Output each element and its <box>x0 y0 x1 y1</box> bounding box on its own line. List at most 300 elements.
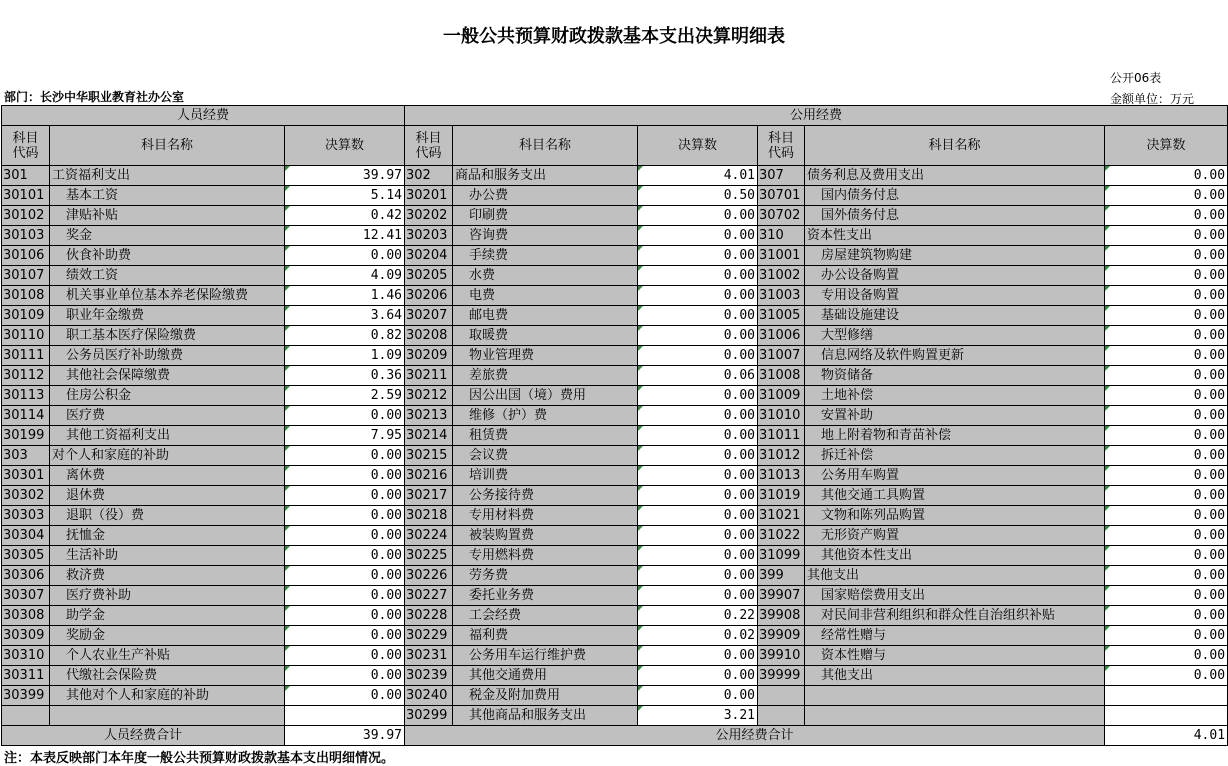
subject-code: 30299 <box>405 706 453 726</box>
amount-value: 0.00 <box>1105 266 1228 286</box>
empty-cell <box>50 706 285 726</box>
amount-value: 1.09 <box>285 346 405 366</box>
subject-name: 奖金 <box>50 226 285 246</box>
expenditure-table <box>1 105 1228 746</box>
public-total-label: 公用经费合计 <box>405 726 1105 746</box>
subject-code: 31022 <box>758 526 805 546</box>
empty-cell <box>805 706 1105 726</box>
subject-name: 电费 <box>453 286 638 306</box>
table-row <box>2 446 1228 466</box>
subject-code: 30111 <box>2 346 50 366</box>
col-code-header: 科目 代码 <box>2 126 50 166</box>
subject-code: 30231 <box>405 646 453 666</box>
subject-name: 信息网络及软件购置更新 <box>805 346 1105 366</box>
subject-name: 代缴社会保险费 <box>50 666 285 686</box>
amount-value: 0.00 <box>1105 586 1228 606</box>
subject-code: 30114 <box>2 406 50 426</box>
subject-code: 30306 <box>2 566 50 586</box>
table-row <box>2 426 1228 446</box>
subject-name: 公务员医疗补助缴费 <box>50 346 285 366</box>
subject-code: 31007 <box>758 346 805 366</box>
subject-code: 303 <box>2 446 50 466</box>
subject-code: 30302 <box>2 486 50 506</box>
table-row <box>2 606 1228 626</box>
subject-name: 因公出国（境）费用 <box>453 386 638 406</box>
amount-value: 0.00 <box>1105 326 1228 346</box>
table-row <box>2 466 1228 486</box>
amount-unit: 金额单位：万元 <box>1110 92 1195 106</box>
amount-value: 0.00 <box>638 306 758 326</box>
subject-code: 30107 <box>2 266 50 286</box>
col-amount-header: 决算数 <box>285 126 405 166</box>
subject-name: 资本性赠与 <box>805 646 1105 666</box>
subject-code: 30308 <box>2 606 50 626</box>
amount-value: 0.00 <box>638 646 758 666</box>
subject-name: 印刷费 <box>453 206 638 226</box>
department-label: 部门：长沙中华职业教育社办公室 <box>4 90 185 104</box>
subject-code: 30310 <box>2 646 50 666</box>
col-amount-header: 决算数 <box>1105 126 1228 166</box>
table-row <box>2 366 1228 386</box>
subject-code: 30209 <box>405 346 453 366</box>
amount-value: 4.01 <box>638 166 758 186</box>
table-row <box>2 586 1228 606</box>
amount-value: 0.02 <box>638 626 758 646</box>
subject-name: 会议费 <box>453 446 638 466</box>
table-row <box>2 286 1228 306</box>
empty-cell <box>758 706 805 726</box>
subject-name: 其他交通工具购置 <box>805 486 1105 506</box>
subject-code: 30224 <box>405 526 453 546</box>
subject-name: 办公设备购置 <box>805 266 1105 286</box>
subject-code: 30106 <box>2 246 50 266</box>
table-row <box>2 386 1228 406</box>
table-row <box>2 346 1228 366</box>
subject-name: 地上附着物和青苗补偿 <box>805 426 1105 446</box>
subject-code: 30227 <box>405 586 453 606</box>
table-row <box>2 646 1228 666</box>
amount-value: 0.00 <box>638 406 758 426</box>
amount-value: 0.00 <box>285 546 405 566</box>
footnote: 注：本表反映部门本年度一般公共预算财政拨款基本支出明细情况。 <box>4 751 395 766</box>
personnel-header: 人员经费 <box>2 106 405 126</box>
amount-value: 0.00 <box>1105 526 1228 546</box>
subject-code: 30217 <box>405 486 453 506</box>
subject-name: 其他资本性支出 <box>805 546 1105 566</box>
amount-value: 0.00 <box>1105 246 1228 266</box>
subject-name: 退休费 <box>50 486 285 506</box>
amount-value: 0.00 <box>638 326 758 346</box>
subject-code: 30203 <box>405 226 453 246</box>
subject-name: 邮电费 <box>453 306 638 326</box>
subject-name: 其他社会保障缴费 <box>50 366 285 386</box>
amount-value: 0.00 <box>638 546 758 566</box>
subject-code: 30110 <box>2 326 50 346</box>
subject-name: 土地补偿 <box>805 386 1105 406</box>
subject-code: 30304 <box>2 526 50 546</box>
amount-value: 39.97 <box>285 166 405 186</box>
subject-code: 30103 <box>2 226 50 246</box>
amount-value: 0.00 <box>638 226 758 246</box>
subject-code: 30309 <box>2 626 50 646</box>
subject-name: 维修（护）费 <box>453 406 638 426</box>
amount-value: 0.00 <box>285 406 405 426</box>
amount-value: 0.00 <box>1105 346 1228 366</box>
subject-code: 31006 <box>758 326 805 346</box>
subject-code: 30311 <box>2 666 50 686</box>
subject-name: 培训费 <box>453 466 638 486</box>
subject-code: 39910 <box>758 646 805 666</box>
subject-code: 30112 <box>2 366 50 386</box>
amount-value: 0.00 <box>285 446 405 466</box>
amount-value: 0.00 <box>1105 306 1228 326</box>
subject-name: 个人农业生产补贴 <box>50 646 285 666</box>
subject-code: 30216 <box>405 466 453 486</box>
subject-name: 退职（役）费 <box>50 506 285 526</box>
subject-code: 30211 <box>405 366 453 386</box>
subject-name: 资本性支出 <box>805 226 1105 246</box>
subject-name: 对个人和家庭的补助 <box>50 446 285 466</box>
table-row <box>2 226 1228 246</box>
subject-code: 31005 <box>758 306 805 326</box>
subject-code: 30214 <box>405 426 453 446</box>
subject-name: 手续费 <box>453 246 638 266</box>
subject-name: 专用设备购置 <box>805 286 1105 306</box>
subject-name: 国家赔偿费用支出 <box>805 586 1105 606</box>
subject-code: 31003 <box>758 286 805 306</box>
subject-code: 31010 <box>758 406 805 426</box>
amount-value: 0.00 <box>638 506 758 526</box>
amount-value: 0.00 <box>285 586 405 606</box>
amount-value: 0.50 <box>638 186 758 206</box>
amount-value: 0.00 <box>638 446 758 466</box>
subject-name: 税金及附加费用 <box>453 686 638 706</box>
subject-code: 30239 <box>405 666 453 686</box>
empty-cell <box>805 686 1105 706</box>
table-row <box>2 506 1228 526</box>
subject-code: 30113 <box>2 386 50 406</box>
amount-value: 0.00 <box>1105 426 1228 446</box>
subject-name: 拆迁补偿 <box>805 446 1105 466</box>
subject-code: 30205 <box>405 266 453 286</box>
subject-name: 医疗费 <box>50 406 285 426</box>
amount-value: 0.00 <box>638 566 758 586</box>
amount-value: 0.00 <box>1105 186 1228 206</box>
amount-value: 0.00 <box>638 686 758 706</box>
subject-code: 310 <box>758 226 805 246</box>
subject-name: 公务接待费 <box>453 486 638 506</box>
subject-name: 债务利息及费用支出 <box>805 166 1105 186</box>
subject-name: 对民间非营利组织和群众性自治组织补贴 <box>805 606 1105 626</box>
amount-value: 0.00 <box>638 286 758 306</box>
subject-code: 30207 <box>405 306 453 326</box>
subject-name: 生活补助 <box>50 546 285 566</box>
subject-name: 文物和陈列品购置 <box>805 506 1105 526</box>
amount-value: 1.46 <box>285 286 405 306</box>
col-name-header: 科目名称 <box>453 126 638 166</box>
subject-code: 30399 <box>2 686 50 706</box>
subject-code: 30208 <box>405 326 453 346</box>
amount-value: 0.00 <box>285 686 405 706</box>
table-row <box>2 486 1228 506</box>
subject-code: 31001 <box>758 246 805 266</box>
amount-value: 0.00 <box>285 466 405 486</box>
col-name-header: 科目名称 <box>805 126 1105 166</box>
table-row <box>2 406 1228 426</box>
subject-code: 30307 <box>2 586 50 606</box>
subject-code: 30212 <box>405 386 453 406</box>
subject-code: 301 <box>2 166 50 186</box>
subject-code: 39908 <box>758 606 805 626</box>
subject-code: 30201 <box>405 186 453 206</box>
subject-code: 31019 <box>758 486 805 506</box>
subject-code: 30108 <box>2 286 50 306</box>
subject-code: 39909 <box>758 626 805 646</box>
amount-value: 0.00 <box>1105 166 1228 186</box>
subject-name: 其他交通费用 <box>453 666 638 686</box>
subject-name: 基础设施建设 <box>805 306 1105 326</box>
amount-value: 0.00 <box>1105 366 1228 386</box>
subject-code: 31012 <box>758 446 805 466</box>
subject-name: 物资储备 <box>805 366 1105 386</box>
subject-name: 工会经费 <box>453 606 638 626</box>
personnel-total-label: 人员经费合计 <box>2 726 285 746</box>
subject-name: 公务用车购置 <box>805 466 1105 486</box>
amount-value: 0.22 <box>638 606 758 626</box>
subject-code: 30199 <box>2 426 50 446</box>
subject-name: 其他支出 <box>805 666 1105 686</box>
amount-value: 0.00 <box>1105 206 1228 226</box>
amount-value: 0.00 <box>1105 506 1228 526</box>
table-row <box>2 686 1228 706</box>
subject-name: 津贴补贴 <box>50 206 285 226</box>
subject-name: 公务用车运行维护费 <box>453 646 638 666</box>
amount-value: 0.00 <box>638 486 758 506</box>
amount-value: 4.09 <box>285 266 405 286</box>
subject-code: 30240 <box>405 686 453 706</box>
table-row <box>2 546 1228 566</box>
amount-value: 0.00 <box>285 626 405 646</box>
subject-code: 30202 <box>405 206 453 226</box>
subject-name: 劳务费 <box>453 566 638 586</box>
amount-value: 0.00 <box>285 666 405 686</box>
subject-code: 31008 <box>758 366 805 386</box>
subject-name: 商品和服务支出 <box>453 166 638 186</box>
amount-value: 0.00 <box>285 566 405 586</box>
subject-name: 绩效工资 <box>50 266 285 286</box>
amount-value: 0.00 <box>1105 286 1228 306</box>
personnel-total-value: 39.97 <box>285 726 405 746</box>
public-header: 公用经费 <box>405 106 1228 126</box>
amount-value: 0.00 <box>285 486 405 506</box>
amount-value: 0.00 <box>638 526 758 546</box>
amount-value: 0.00 <box>638 666 758 686</box>
amount-value: 0.42 <box>285 206 405 226</box>
amount-value: 12.41 <box>285 226 405 246</box>
subject-name: 伙食补助费 <box>50 246 285 266</box>
amount-value: 0.00 <box>1105 626 1228 646</box>
table-row <box>2 186 1228 206</box>
subject-code: 30303 <box>2 506 50 526</box>
empty-cell <box>1105 686 1228 706</box>
subject-code: 30206 <box>405 286 453 306</box>
table-row <box>2 166 1228 186</box>
subject-name: 医疗费补助 <box>50 586 285 606</box>
subject-name: 委托业务费 <box>453 586 638 606</box>
amount-value: 0.00 <box>1105 546 1228 566</box>
subject-name: 物业管理费 <box>453 346 638 366</box>
amount-value: 0.00 <box>1105 646 1228 666</box>
subject-code: 30701 <box>758 186 805 206</box>
amount-value: 2.59 <box>285 386 405 406</box>
subject-name: 助学金 <box>50 606 285 626</box>
amount-value: 0.00 <box>1105 606 1228 626</box>
subject-name: 差旅费 <box>453 366 638 386</box>
subject-name: 大型修缮 <box>805 326 1105 346</box>
amount-value: 0.00 <box>638 266 758 286</box>
table-row <box>2 206 1228 226</box>
amount-value: 0.00 <box>638 206 758 226</box>
amount-value: 0.00 <box>285 526 405 546</box>
amount-value: 0.00 <box>1105 226 1228 246</box>
subject-name: 咨询费 <box>453 226 638 246</box>
subject-name: 房屋建筑物购建 <box>805 246 1105 266</box>
amount-value: 0.00 <box>1105 466 1228 486</box>
table-row <box>2 706 1228 726</box>
amount-value: 0.36 <box>285 366 405 386</box>
table-row <box>2 626 1228 646</box>
subject-code: 30218 <box>405 506 453 526</box>
subject-code: 31011 <box>758 426 805 446</box>
subject-code: 30213 <box>405 406 453 426</box>
table-row <box>2 666 1228 686</box>
subject-name: 基本工资 <box>50 186 285 206</box>
subject-name: 机关事业单位基本养老保险缴费 <box>50 286 285 306</box>
amount-value: 0.82 <box>285 326 405 346</box>
subject-code: 30215 <box>405 446 453 466</box>
subject-name: 其他工资福利支出 <box>50 426 285 446</box>
empty-cell <box>2 706 50 726</box>
subject-name: 取暖费 <box>453 326 638 346</box>
amount-value: 0.00 <box>638 426 758 446</box>
amount-value: 0.00 <box>638 586 758 606</box>
table-row <box>2 526 1228 546</box>
table-row <box>2 566 1228 586</box>
subject-name: 其他支出 <box>805 566 1105 586</box>
subject-code: 31099 <box>758 546 805 566</box>
report-title: 一般公共预算财政拨款基本支出决算明细表 <box>443 26 785 47</box>
subject-name: 奖励金 <box>50 626 285 646</box>
amount-value: 0.00 <box>1105 406 1228 426</box>
subject-name: 职工基本医疗保险缴费 <box>50 326 285 346</box>
subject-name: 福利费 <box>453 626 638 646</box>
amount-value: 7.95 <box>285 426 405 446</box>
amount-value: 0.00 <box>638 386 758 406</box>
amount-value: 0.06 <box>638 366 758 386</box>
amount-value: 0.00 <box>638 466 758 486</box>
col-amount-header: 决算数 <box>638 126 758 166</box>
subject-name: 抚恤金 <box>50 526 285 546</box>
subject-code: 399 <box>758 566 805 586</box>
subject-code: 39907 <box>758 586 805 606</box>
subject-name: 被装购置费 <box>453 526 638 546</box>
subject-name: 专用材料费 <box>453 506 638 526</box>
subject-code: 31021 <box>758 506 805 526</box>
public-total-value: 4.01 <box>1105 726 1228 746</box>
amount-value: 0.00 <box>285 246 405 266</box>
subject-code: 30225 <box>405 546 453 566</box>
subject-name: 其他对个人和家庭的补助 <box>50 686 285 706</box>
subject-code: 31002 <box>758 266 805 286</box>
amount-value: 0.00 <box>1105 486 1228 506</box>
subject-code: 30109 <box>2 306 50 326</box>
subject-code: 30305 <box>2 546 50 566</box>
subject-code: 30204 <box>405 246 453 266</box>
subject-code: 30702 <box>758 206 805 226</box>
col-name-header: 科目名称 <box>50 126 285 166</box>
subject-name: 离休费 <box>50 466 285 486</box>
subject-code: 30228 <box>405 606 453 626</box>
subject-code: 30101 <box>2 186 50 206</box>
subject-code: 307 <box>758 166 805 186</box>
subject-name: 专用燃料费 <box>453 546 638 566</box>
subject-name: 住房公积金 <box>50 386 285 406</box>
subject-code: 30301 <box>2 466 50 486</box>
subject-code: 31009 <box>758 386 805 406</box>
empty-cell <box>285 706 405 726</box>
amount-value: 0.00 <box>285 506 405 526</box>
subject-code: 302 <box>405 166 453 186</box>
amount-value: 0.00 <box>285 646 405 666</box>
subject-name: 办公费 <box>453 186 638 206</box>
table-row <box>2 266 1228 286</box>
amount-value: 5.14 <box>285 186 405 206</box>
col-code-header: 科目 代码 <box>758 126 805 166</box>
empty-cell <box>758 686 805 706</box>
subject-name: 水费 <box>453 266 638 286</box>
subject-name: 职业年金缴费 <box>50 306 285 326</box>
empty-cell <box>1105 706 1228 726</box>
subject-name: 国内债务付息 <box>805 186 1105 206</box>
subject-name: 安置补助 <box>805 406 1105 426</box>
amount-value: 3.64 <box>285 306 405 326</box>
amount-value: 0.00 <box>638 246 758 266</box>
table-row <box>2 326 1228 346</box>
amount-value: 0.00 <box>1105 446 1228 466</box>
amount-value: 0.00 <box>638 346 758 366</box>
amount-value: 0.00 <box>1105 666 1228 686</box>
subject-code: 30102 <box>2 206 50 226</box>
subject-code: 31013 <box>758 466 805 486</box>
subject-name: 救济费 <box>50 566 285 586</box>
subject-name: 无形资产购置 <box>805 526 1105 546</box>
amount-value: 0.00 <box>1105 566 1228 586</box>
subject-name: 国外债务付息 <box>805 206 1105 226</box>
subject-name: 工资福利支出 <box>50 166 285 186</box>
table-row <box>2 246 1228 266</box>
subject-code: 30229 <box>405 626 453 646</box>
subject-name: 租赁费 <box>453 426 638 446</box>
table-row <box>2 306 1228 326</box>
subject-name: 其他商品和服务支出 <box>453 706 638 726</box>
amount-value: 0.00 <box>285 606 405 626</box>
subject-code: 30226 <box>405 566 453 586</box>
amount-value: 3.21 <box>638 706 758 726</box>
subject-code: 39999 <box>758 666 805 686</box>
col-code-header: 科目 代码 <box>405 126 453 166</box>
subject-name: 经常性赠与 <box>805 626 1105 646</box>
amount-value: 0.00 <box>1105 386 1228 406</box>
